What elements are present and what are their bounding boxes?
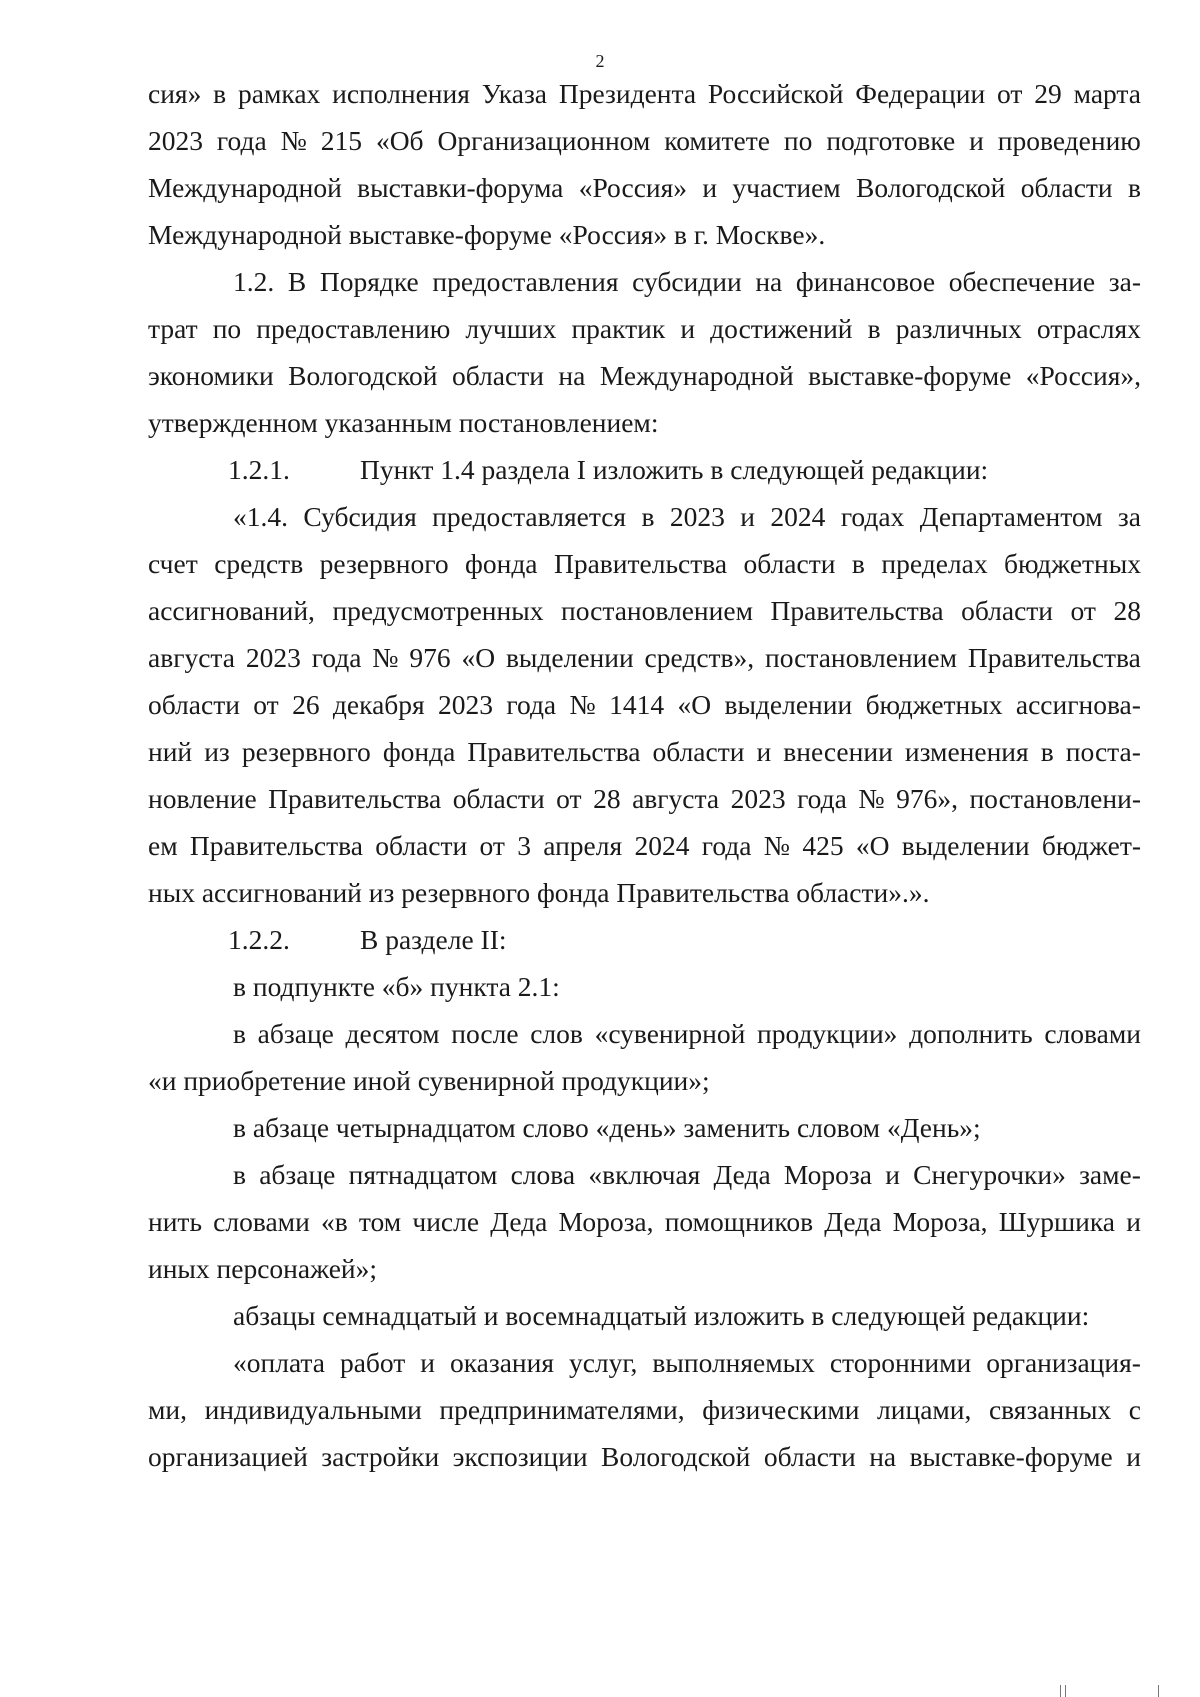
- text-line: в абзаце четырнадцатом слово «день» заменить словом «День»;: [233, 1112, 981, 1143]
- scan-artifacts: [1060, 1677, 1180, 1697]
- item-text: В разделе II:: [360, 924, 507, 955]
- text-line: 2023 года № 215 «Об Организационном комитете по подготовке и проведению: [148, 125, 1141, 156]
- text-line: в абзаце десятом после слов «сувенирной продукции» дополнить словами: [233, 1018, 1141, 1049]
- text-line: Международной выставке-форуме «Россия» в г. Москве».: [148, 219, 826, 250]
- text-line: «оплата работ и оказания услуг, выполняемых сторонними организация-: [233, 1347, 1141, 1378]
- text-line: в абзаце пятнадцатом слова «включая Деда Мороза и Снегурочки» заме-: [233, 1159, 1141, 1190]
- text-line: Международной выставки-форума «Россия» и участием Вологодской области в: [148, 172, 1141, 203]
- text-line: ассигнований, предусмотренных постановлением Правительства области от 28: [148, 595, 1141, 626]
- item-number: 1.2.1.: [228, 454, 290, 485]
- text-line: организацией застройки экспозиции Вологодской области на выставке-форуме и: [148, 1441, 1141, 1472]
- text-line: ми, индивидуальными предпринимателями, физическими лицами, связанных с: [148, 1394, 1141, 1425]
- text-line: утвержденном указанным постановлением:: [148, 407, 659, 438]
- text-line: «и приобретение иной сувенирной продукции»;: [148, 1065, 710, 1096]
- text-line: [148, 916, 1141, 963]
- text-line: «1.4. Субсидия предоставляется в 2023 и 2024 годах Департаментом за: [233, 501, 1141, 532]
- item-number: 1.2.2.: [228, 924, 290, 955]
- text-line: трат по предоставлению лучших практик и достижений в различных отраслях: [148, 313, 1141, 344]
- text-line: области от 26 декабря 2023 года № 1414 «О выделении бюджетных ассигнова-: [148, 689, 1141, 720]
- text-line: сия» в рамках исполнения Указа Президента Российской Федерации от 29 марта: [148, 78, 1141, 109]
- text-line: абзацы семнадцатый и восемнадцатый изложить в следующей редакции:: [233, 1300, 1090, 1331]
- text-line: иных персонажей»;: [148, 1253, 378, 1284]
- page-number: 2: [595, 51, 605, 71]
- text-line: нить словами «в том числе Деда Мороза, помощников Деда Мороза, Шуршика и: [148, 1206, 1141, 1237]
- text-line: счет средств резервного фонда Правительства области в пределах бюджетных: [148, 548, 1141, 579]
- item-text: Пункт 1.4 раздела I изложить в следующей редакции:: [360, 454, 989, 485]
- document-body: [148, 70, 1141, 1480]
- text-line: новление Правительства области от 28 августа 2023 года № 976», постановлени-: [148, 783, 1141, 814]
- text-line: ний из резервного фонда Правительства области и внесении изменения в поста-: [148, 736, 1141, 767]
- text-line: ных ассигнований из резервного фонда Правительства области».».: [148, 877, 930, 908]
- text-line: августа 2023 года № 976 «О выделении средств», постановлением Правительства: [148, 642, 1141, 673]
- text-line: ем Правительства области от 3 апреля 2024 года № 425 «О выделении бюджет-: [148, 830, 1141, 861]
- text-line: экономики Вологодской области на Международной выставке-форуме «Россия»,: [148, 360, 1141, 391]
- text-line: 1.2. В Порядке предоставления субсидии на финансовое обеспечение за-: [233, 266, 1141, 297]
- text-line: [148, 446, 1141, 493]
- text-line: в подпункте «б» пункта 2.1:: [233, 971, 560, 1002]
